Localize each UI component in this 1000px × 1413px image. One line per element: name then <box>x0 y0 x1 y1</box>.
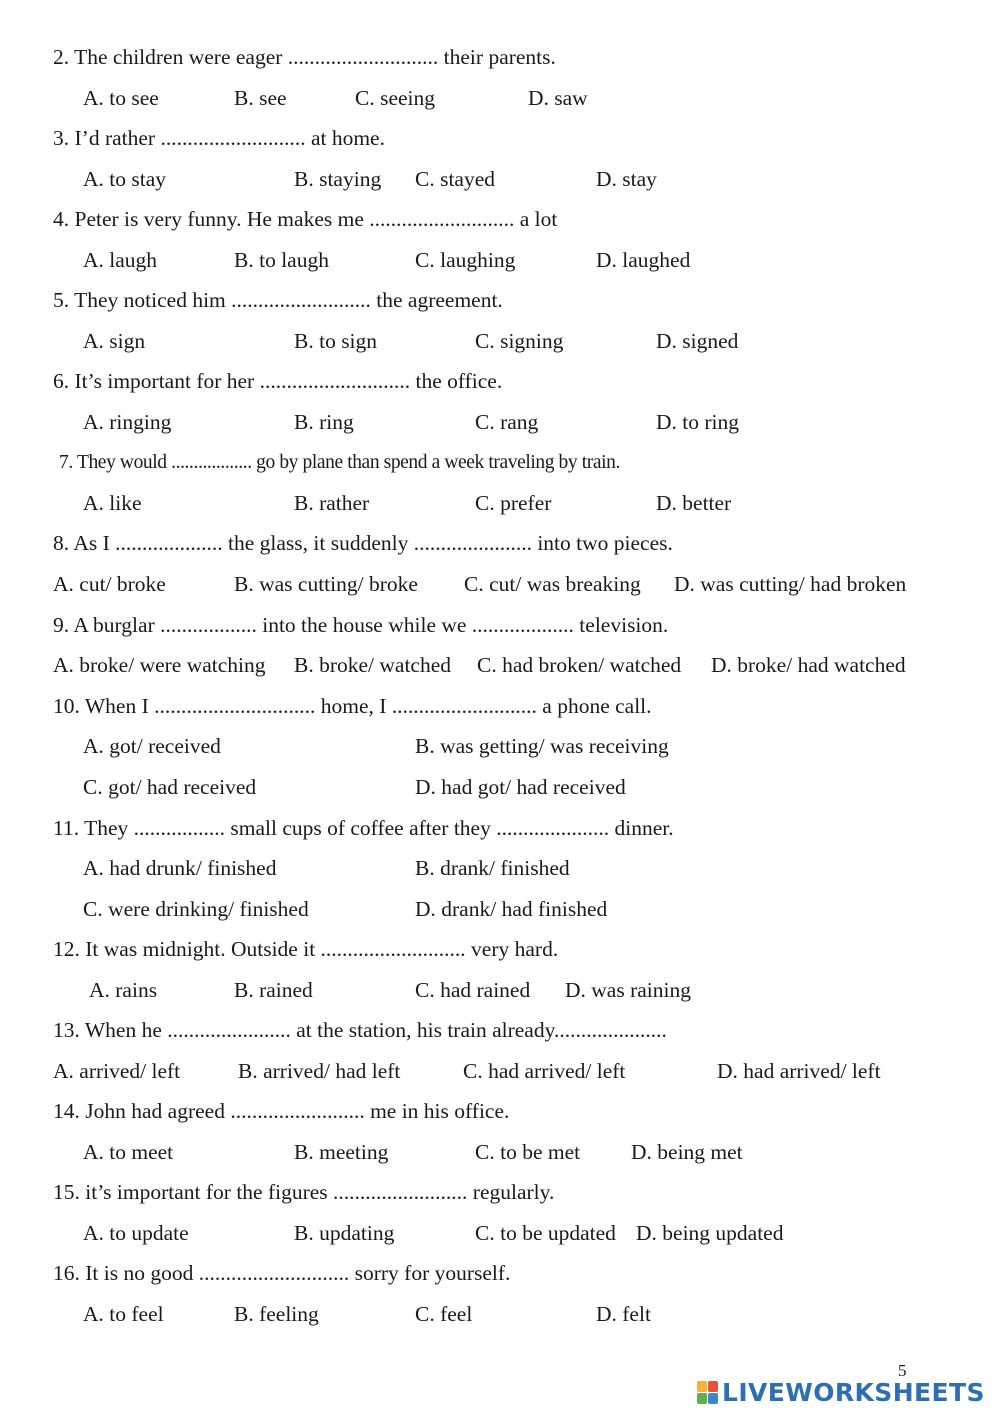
question-stem: 11. They ................. small cups of coffee after they ..................... dinner. <box>53 816 674 840</box>
answer-option: C. to be met <box>475 1140 581 1164</box>
answer-option: A. rains <box>89 978 158 1002</box>
answer-option: C. seeing <box>355 86 436 110</box>
answer-option: C. had arrived/ left <box>463 1059 626 1083</box>
liveworksheets-logo-icon <box>697 1381 719 1405</box>
answer-option: D. broke/ had watched <box>711 653 906 677</box>
question-stem: 16. It is no good ............................ sorry for yourself. <box>53 1261 511 1285</box>
answer-option: A. laugh <box>83 248 158 272</box>
answer-option: A. to stay <box>83 167 167 191</box>
answer-option: C. had broken/ watched <box>477 653 682 677</box>
answer-option: B. see <box>234 86 287 110</box>
answer-option: A. sign <box>83 329 146 353</box>
question-stem: 12. It was midnight. Outside it ........................... very hard. <box>53 937 559 961</box>
answer-option: C. to be updated <box>475 1221 616 1245</box>
answer-option: D. drank/ had finished <box>415 897 608 921</box>
answer-option: B. to laugh <box>234 248 329 272</box>
answer-option: B. rather <box>294 491 370 515</box>
question-stem: 7. They would .................. go by plane than spend a week traveling by train. <box>59 452 620 473</box>
answer-option: C. got/ had received <box>83 775 257 799</box>
answer-option: A. cut/ broke <box>53 572 166 596</box>
answer-option: B. ring <box>294 410 354 434</box>
question-stem: 13. When he ....................... at the station, his train already..................... <box>53 1018 667 1042</box>
answer-option: A. ringing <box>83 410 172 434</box>
question-stem: 8. As I .................... the glass, it suddenly ...................... into two pieces. <box>53 531 673 555</box>
answer-option: B. arrived/ had left <box>238 1059 401 1083</box>
question-stem: 4. Peter is very funny. He makes me ........................... a lot <box>53 207 558 231</box>
answer-option: A. to feel <box>83 1302 164 1326</box>
answer-option: D. was raining <box>565 978 691 1002</box>
answer-option: B. broke/ watched <box>294 653 452 677</box>
liveworksheets-watermark <box>697 1378 985 1408</box>
answer-option: C. stayed <box>415 167 496 191</box>
question-stem: 15. it’s important for the figures ......................... regularly. <box>53 1180 555 1204</box>
answer-option: D. being met <box>631 1140 743 1164</box>
answer-option: B. to sign <box>294 329 378 353</box>
answer-option: B. rained <box>234 978 313 1002</box>
answer-option: D. had arrived/ left <box>717 1059 881 1083</box>
answer-option: D. saw <box>528 86 588 110</box>
answer-option: D. had got/ had received <box>415 775 626 799</box>
answer-option: D. felt <box>596 1302 651 1326</box>
answer-option: A. got/ received <box>83 734 221 758</box>
answer-option: D. better <box>656 491 732 515</box>
answer-option: C. prefer <box>475 491 552 515</box>
answer-option: D. signed <box>656 329 739 353</box>
answer-option: A. broke/ were watching <box>53 653 266 677</box>
watermark-text: LIVEWORKSHEETS <box>722 1378 985 1407</box>
answer-option: B. drank/ finished <box>415 856 570 880</box>
answer-option: D. to ring <box>656 410 740 434</box>
answer-option: B. staying <box>294 167 382 191</box>
answer-option: A. to update <box>83 1221 189 1245</box>
answer-option: D. stay <box>596 167 657 191</box>
answer-option: D. being updated <box>636 1221 784 1245</box>
answer-option: C. laughing <box>415 248 516 272</box>
answer-option: A. arrived/ left <box>53 1059 181 1083</box>
answer-option: C. rang <box>475 410 539 434</box>
answer-option: D. was cutting/ had broken <box>674 572 907 596</box>
answer-option: A. to see <box>83 86 159 110</box>
answer-option: A. to meet <box>83 1140 174 1164</box>
answer-option: B. meeting <box>294 1140 389 1164</box>
answer-option: C. cut/ was breaking <box>464 572 641 596</box>
answer-option: C. had rained <box>415 978 531 1002</box>
answer-option: C. were drinking/ finished <box>83 897 309 921</box>
answer-option: B. updating <box>294 1221 395 1245</box>
question-stem: 9. A burglar .................. into the house while we ................... television. <box>53 613 669 637</box>
question-stem: 5. They noticed him .......................... the agreement. <box>53 288 503 312</box>
question-stem: 6. It’s important for her ............................ the office. <box>53 369 503 393</box>
answer-option: B. was getting/ was receiving <box>415 734 669 758</box>
answer-option: A. had drunk/ finished <box>83 856 277 880</box>
answer-option: C. signing <box>475 329 564 353</box>
answer-option: B. was cutting/ broke <box>234 572 418 596</box>
question-stem: 10. When I .............................. home, I ........................... a phone call. <box>53 694 652 718</box>
answer-option: A. like <box>83 491 142 515</box>
answer-option: D. laughed <box>596 248 691 272</box>
answer-option: B. feeling <box>234 1302 319 1326</box>
question-stem: 3. I’d rather ........................... at home. <box>53 126 385 150</box>
answer-option: C. feel <box>415 1302 473 1326</box>
question-stem: 14. John had agreed ......................... me in his office. <box>53 1099 510 1123</box>
question-stem: 2. The children were eager ............................ their parents. <box>53 45 556 69</box>
page-number: 5 <box>898 1361 907 1380</box>
